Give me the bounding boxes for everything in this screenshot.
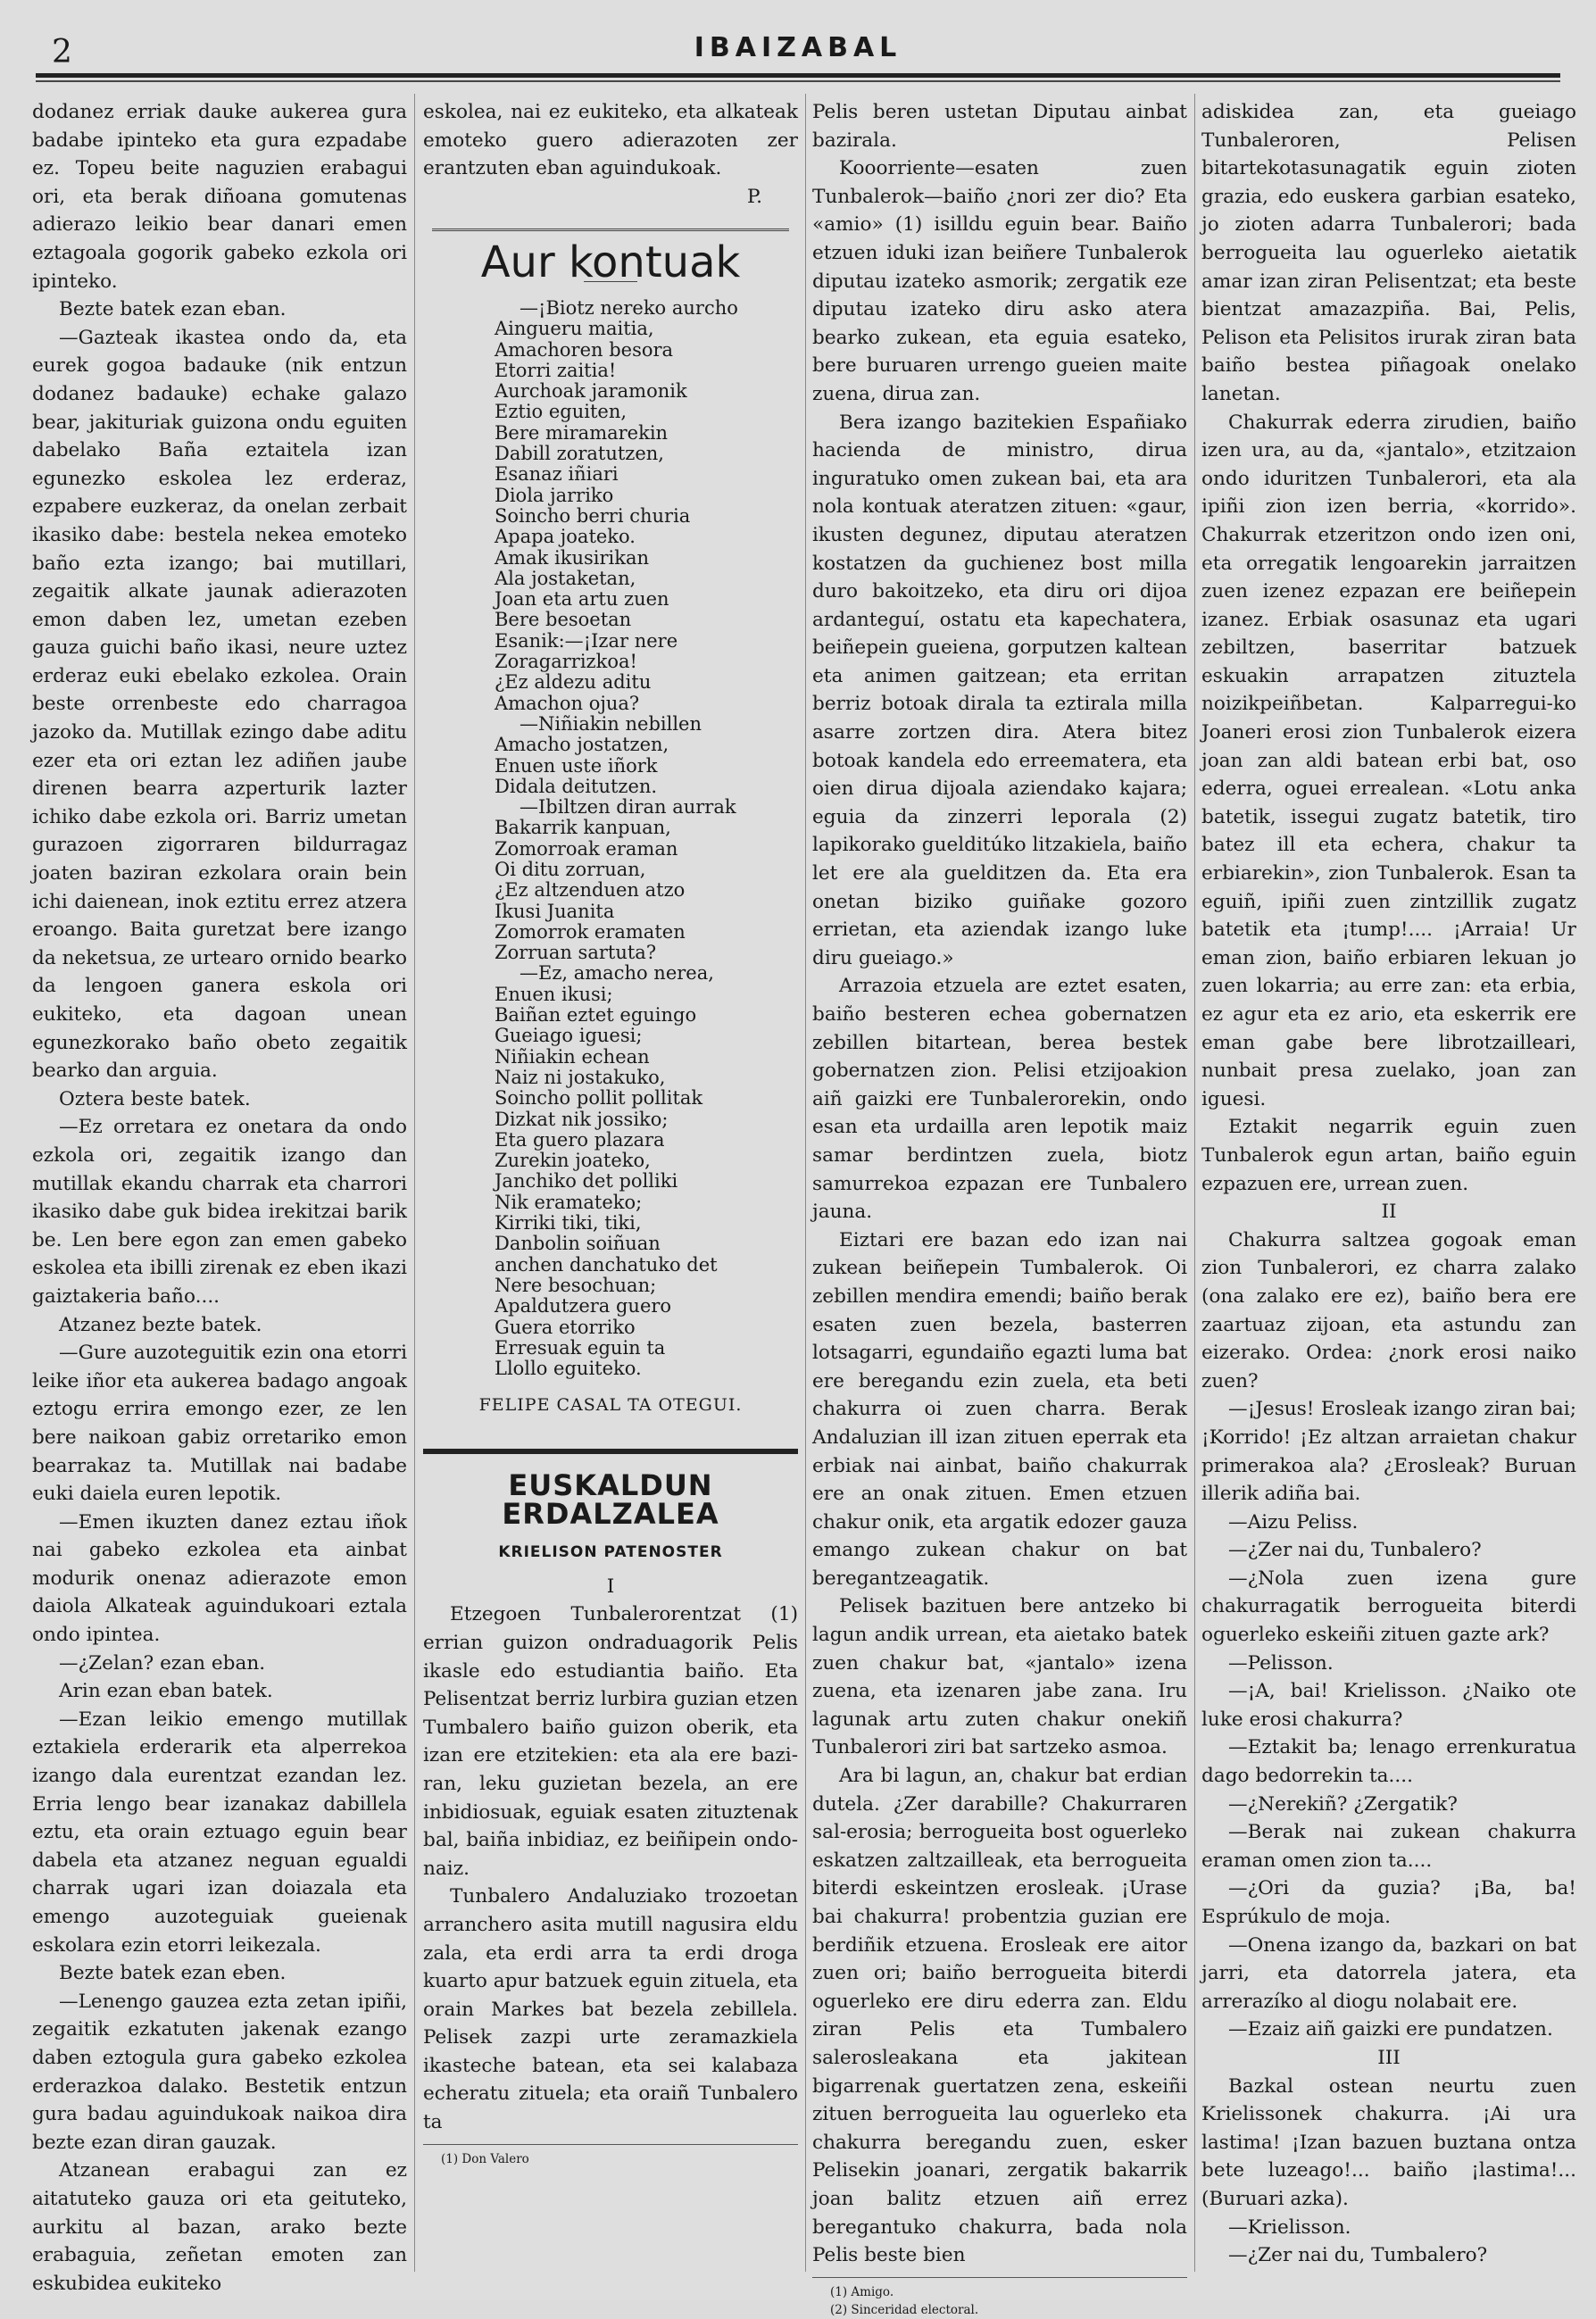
poem-line: —Niñiakin nebillen: [520, 712, 702, 735]
footnote: (2) Sinceridad electoral.: [830, 2302, 979, 2317]
chapter-number: III: [1377, 2046, 1401, 2069]
poem-line: Bere miramarekin: [495, 421, 669, 444]
paragraph: Pelis beren ustetan Diputau ainbat bazirala.: [812, 101, 1187, 152]
chapter-number: I: [606, 1575, 615, 1598]
paragraph: Bazkal ostean neurtu zuen Krielissonek chakurra. ¡Ai ura lastima! ¡Izan bazuen buztana ontza bete luzeago!... baiño ¡lastima!... (Buruari azka).: [1201, 2074, 1576, 2210]
poem-line: Guera etorriko: [495, 1316, 636, 1338]
poem-line: —Ibiltzen diran aurrak: [520, 796, 736, 819]
column-divider: [1194, 94, 1195, 2272]
paragraph: —Krielisson.: [1228, 2215, 1351, 2239]
poem-line: Zomorrok eramaten: [495, 920, 686, 943]
poem-line: Eta guero plazara: [495, 1128, 665, 1151]
paragraph: Kooorriente—esaten zuen Tunbalerok—baiño ¿nori zer dio? Eta «amio» (1) isilldu eguin bear. Baiño etzuen iduki izan beiñere Tunbalerok diputau izateko asmorik; zergatik eze diputau izateko diru asko atera bearko zukean, eta eguia esateko, bere buruaren urrengo gueien maite zuena, dirua zan.: [812, 157, 1187, 405]
paragraph: —¿Nola zuen izena gure chakurragatik berrogueita biterdi oguerleko eskeiñi zituen gazte ark?: [1201, 1567, 1576, 1647]
poem-line: Soincho berri churia: [495, 504, 691, 527]
poem-line: Amachoren besora: [495, 338, 674, 361]
poem-line: Bakarrik kanpuan,: [495, 817, 671, 839]
poem-line: Llollo eguiteko.: [495, 1358, 642, 1380]
poem-line: Gueiago iguesi;: [495, 1025, 643, 1047]
paragraph: Eztakit negarrik eguin zuen Tunbalerok egun artan, baiño eguin ezpazuen ere, urrean zuen.: [1201, 1116, 1576, 1195]
poem-line: Enuen uste iñork: [495, 754, 658, 777]
signature: P.: [746, 185, 762, 208]
paragraph: eskolea, nai ez eukiteko, eta alkateak emoteko guero adierazoten zer erantzuten eban aguindukoak.: [423, 101, 798, 180]
poem-line: Zorruan sartuta?: [495, 942, 657, 964]
article-title: KRIELISON PATENOSTER: [498, 1543, 723, 1562]
paragraph: —¡Jesus! Erosleak izango ziran bai; ¡Korrido! ¡Ez altzan arraietan chakur primerakoa ala? ¿Erosleak? Buruan illerik adiña bai.: [1201, 1398, 1576, 1506]
paragraph: —Gazteak ikastea ondo da, eta eurek gogoa badauke (nik entzun dodanez badauke) echake galazo bear, jakituriak guizona ondu eguiten dabelako Baña eztaitela izan egunezko eskolea lez erderaz, ezpabere euzkeraz, da onelan zerbait ikasiko dabe: bestela nekea emoteko baño ezta izango; bai mutillari, zegaitik alkate jaunak adierazoten emon daben lez, umetan ezeben gauza guichi baño ikasi, neure uztez erderaz euki ebelako ezkolea. Orain beste orrenbeste edo charragoa jazoko da. Mutillak ezingo dabe aditu ezer eta ori eztan lez adiñen jaube direnen bearra azperturik lazter ichiko dabe ezkola ori. Barriz umetan gurazoen zigorraren bildurragaz joaten baziran ezkolara orain bein ichi daienean, inok eztitu errez atzera eroango. Baita guretzat bere izango da neketsua, ze urtearo ornido bearko da lengoen ganera eskola ori eukiteko, eta dagoan unean egunezkorako baño obeto zegaitik bearko dan arguia.: [32, 326, 407, 1083]
column-2: [423, 98, 798, 2276]
column-1: [32, 98, 407, 2295]
page-number: 2: [52, 34, 72, 71]
section-title: EUSKALDUN ERDALZALEA: [502, 1468, 719, 1531]
paragraph: Arrazoia etzuela are eztet esaten, baiño besteren echea gobernatzen zebillen bitartean, berea bestek gobernatzen zion. Pelisi etzijoakion aiñ gaizki ere Tunbalerorekin, ondo esan eta urdailla aren lepotik maiz samar berdintzen zuela, biotz samurrekoa ezpazan ere Tunbalero jauna.: [812, 975, 1187, 1224]
section-rule: [423, 1449, 798, 1454]
poem-line: Etorri zaitia!: [495, 359, 617, 381]
paragraph: —Lenengo gauzea ezta zetan ipiñi, zegaitik ezkatuten jakenak ezango daben eztogula gura gabeko ezkolea erderazkoa dalako. Bestetik entzun gura badau aguindukoak naikoa dira bezte ezan diran gauzak.: [32, 1990, 407, 2154]
journal-title: IBAIZABAL: [694, 32, 902, 63]
poem-line: Nere besochuan;: [495, 1274, 657, 1296]
paragraph: —Ez orretara ez onetara da ondo ezkola ori, zegaitik izango dan mutillak ekandu charrak eta charrori ikasiko dabe guk bidea irekitzai barik be. Len bere egon zan emen gabeko eskolea eta ibilli zirenak ez eben ikazi gaiztakeria baño....: [32, 1116, 407, 1308]
paragraph: Atzanean erabagui zan ez aitatuteko gauza ori eta geituteko, aurkitu al bazan, arako bezte erabaguia, zeñetan emoten zan eskubidea eukiteko: [32, 2159, 407, 2295]
paragraph: —Emen ikuzten danez eztau iñok nai gabeko ezkolea eta ainbat modurik onenaz adierazote emon daiola Alkateak aguindukoari eztala ondo ipintea.: [32, 1510, 407, 1647]
paragraph: —Onena izango da, bazkari on bat jarri, eta datorrela jatera, eta arrerazíko al diogu nolabait ere.: [1201, 1933, 1576, 2013]
paragraph: —Pelisson.: [1228, 1651, 1334, 1675]
paragraph: Pelisek bazituen bere antzeko bi lagun andik urrean, eta aietako batek zuen chakur bat, «jantalo» izena zuena, eta izenaren jabe zana. Iru lagunak artu zuten chakur onekiñ Tunbalerori ziri bat sartzeko asmoa.: [812, 1595, 1187, 1759]
poem-line: Nik eramateko;: [495, 1191, 643, 1213]
poem-line: Aingueru maitia,: [495, 318, 654, 340]
section-title: Aur kontuak: [480, 237, 741, 288]
poem-line: Ala jostaketan,: [495, 567, 636, 589]
poem-line: Erresuak eguin ta: [495, 1336, 666, 1359]
paragraph: —¿Zer nai du, Tumbalero?: [1228, 2244, 1488, 2267]
poem-line: Oi ditu zorruan,: [495, 858, 646, 880]
paragraph: —¿Zelan? ezan eban.: [59, 1651, 266, 1675]
paragraph: —Eztakit ba; lenago errenkuratua dago bedorrekin ta....: [1201, 1736, 1576, 1788]
poem-line: Dabill zoratutzen,: [495, 443, 664, 465]
poem-line: Eztio eguiten,: [495, 401, 628, 423]
paragraph: Ara bi lagun, an, chakur bat erdian dutela. ¿Zer darabille? Chakurraren sal-erosia; berrogueita bost oguerleko eskatzen zaltzailleak, eta berrogueita biterdi eskeintzen erosleak. ¡Urase bai chakurra! probentzia guzian ere berdiñik etzuena. Erosleak ere aitor zuen ori; baiño berrogueita biterdi oguerleko ere diru ederra zan. Eldu ziran Pelis eta Tumbalero salerosleakana eta jakitean bigarrenak guertatzen zena, eskeiñi zituen berrogueita lau oguerleko eta chakurra beregandu zuen, esker Pelisekin joanari, zergatik bakarrik joan balitz etzuen aiñ errez beregantuko chakurra, bada nola Pelis beste bien: [812, 1765, 1187, 2267]
poem-line: Baiñan eztet eguingo: [495, 1004, 697, 1027]
paragraph: Atzanez bezte batek.: [59, 1313, 262, 1336]
poem-line: Kirriki tiki, tiki,: [495, 1212, 642, 1234]
poem: [423, 298, 798, 1379]
paragraph: —Gure auzoteguitik ezin ona etorri leike iñor eta aukerea badago angoak eztogu errira emongo ezer, ze len bere naikoan gabiz orretariko emon bearrakaz ta. Mutillak nai badabe euki daiela euren lepotik.: [32, 1342, 407, 1506]
poem-line: ¿Ez altzenduen atzo: [495, 879, 686, 902]
poem-line: Naiz ni jostakuko,: [495, 1066, 666, 1088]
poem-line: Janchiko det polliki: [495, 1170, 678, 1193]
paragraph: Chakurrak ederra zirudien, baiño izen ura, au da, «jantalo», etzitzaion ondo iduritzen Tunbalerori, eta ala ipiñi zion izen berria, «korrido». Chakurrak etzeritzon ondo izen oni, eta orregatik lengoarekin jarraitzen zuen izenez ezpazan ere beiñepein izanez. Erbiak osasunaz eta ugari zebiltzen, baserritar batzuek eskuakin arrapatzen zituztela noizikpeiñbetan. Kalparregui-ko Joaneri erosi zion Tunbalerok eizera joan zan aldi batean erbi bat, oso ederra, oguei errealean. «Lotu anka batetik, issegui zugatz batetik, tiro batez ill eta echera, chakur ta erbiarekin», zion Tunbalerok. Esan ta eguiñ, ipiñi zuen zintzillik zugatz batetik eta ¡tump!.... ¡Arraia! Ur eman zion, baiño erbiaren lekuan jo zuen lokarria; au erre zan: eta erbia, ez agur eta ez ario, eta eskerrik ere eman gabe bere librotzailleari, nunbait presa zuelako, joan zan iguesi.: [1201, 411, 1576, 1110]
poem-line: Amak ikusirikan: [495, 546, 649, 569]
paragraph: —Ezan leikio emengo mutillak eztakiela erderarik eta alperrekoa izango dala eurentzat ezandan lez. Erria lengo bear izanakaz dabillela eztu, eta orain eztuago eguin bear dabela eta atzanez neguan egualdi charrak ugari izan doiazala eta emengo auzoteguiak gueienak eskolara ezin etorri leikezala.: [32, 1708, 407, 1957]
paragraph: —¿Ori da guzia? ¡Ba, ba! Esprúkulo de moja.: [1201, 1877, 1576, 1928]
paragraph: Chakurra saltzea gogoak eman zion Tunbalerori, ez charra zalako (ona zalako ere ez), baiño bera ere zaartuaz zijoan, eta astundu zan eizerako. Ordea: ¿nork erosi naiko zuen?: [1201, 1228, 1576, 1392]
footnotes: [812, 2277, 1187, 2319]
poem-line: Soincho pollit pollitak: [495, 1087, 703, 1110]
poem-line: Didala deitutzen.: [495, 775, 658, 797]
poem-line: Ikusi Juanita: [495, 900, 615, 922]
poem-line: Niñiakin echean: [495, 1045, 650, 1068]
paragraph: dodanez erriak dauke aukerea gura badabe ipinteko eta gura ezpadabe ez. Topeu beite naguzien erabagui ori, eta berak diñoana gomutenas adierazo leikio bear danari emen eztagoala gogorik gabeko ezkola ori ipinteko.: [32, 101, 407, 293]
paragraph: Oztera beste batek.: [59, 1087, 251, 1110]
paragraph: Eiztari ere bazan edo izan nai zukean beiñepein Tumbalerok. Oi zebillen mendira emendi; baiño berak esaten zuen bezela, basterren lotsagarri, egundaiño egazti luma bat ere beregandu ezin zuela, eta beti chakurra oi zuen charra. Berak Andaluzian ill izan zituen eperrak eta erbiak nai ainbat, baiño chakurrak ere an onak zituen. Emen etzuen chakur onik, eta argatik edozer gauza emango zukean chakur on bat beregantzeagatik.: [812, 1228, 1187, 1590]
column-4: [1201, 98, 1576, 2276]
poem-line: Bere besoetan: [495, 609, 632, 631]
poem-author: FELIPE CASAL TA OTEGUI.: [478, 1395, 743, 1416]
paragraph: —¿Zer nai du, Tunbalero?: [1228, 1539, 1482, 1562]
paragraph: Bezte batek ezan eben.: [59, 1962, 287, 1985]
poem-line: ¿Ez aldezu aditu: [495, 671, 652, 694]
paragraph: —Ezaiz aiñ gaizki ere pundatzen.: [1228, 2018, 1553, 2041]
poem-line: anchen danchatuko det: [495, 1253, 718, 1276]
header-rule-thin: [36, 80, 1560, 82]
column-3: [812, 98, 1187, 2317]
poem-line: Zomorroak eraman: [495, 837, 678, 860]
paragraph: —¿Nerekiñ? ¿Zergatik?: [1228, 1792, 1458, 1816]
column-divider: [805, 94, 806, 2272]
paragraph: —¡A, bai! Krielisson. ¿Naiko ote luke erosi chakurra?: [1201, 1680, 1576, 1731]
paragraph: Tunbalero Andaluziako trozoetan arranchero asita mutill nagusira eldu zala, eta erdi arra ta erdi droga kuarto apur batzuek eguin zituela, eta orain Markes bat bezela zebillela. Pelisek zazpi urte zeramazkiela ikasteche batean, eta sei kalabaza echeratu zituela; eta oraiñ Tunbalero ta: [423, 1885, 798, 2134]
poem-line: Apapa joateko.: [495, 526, 636, 548]
paragraph: Bezte batek ezan eban.: [59, 298, 287, 321]
poem-line: —Ez, amacho nerea,: [520, 962, 714, 985]
paragraph: —Aizu Peliss.: [1228, 1510, 1359, 1534]
poem-line: Zurekin joateko,: [495, 1150, 651, 1172]
poem-line: Esanik:—¡Izar nere: [495, 629, 678, 652]
paragraph: —Berak nai zukean chakurra eraman omen zion ta....: [1201, 1821, 1576, 1872]
header-rule: [36, 73, 1560, 78]
poem-line: Enuen ikusi;: [495, 983, 613, 1005]
paragraph: Arin ezan eban batek.: [59, 1680, 273, 1703]
poem-line: Apaldutzera guero: [495, 1295, 672, 1317]
poem-line: Dizkat nik jossiko;: [495, 1108, 669, 1130]
paragraph: Bera izango bazitekien Españiako hacienda de ministro, dirua inguratuko omen zukean bai, eta ara nola kontuak ateratzen zituen: «gaur, ikusten degunez, diputau ateratzen kostatzen da guchienez bost milla duro bakoitzeko, eta diru ori dijoa ardanteguí, ostatu eta kapechatera, beiñepein gueiena, gorputzen kaltean eta animen gaitzean; eta erritan berriz botoak dirala ta eztirala milla asarre zortzen dira. Atera bitez botoak kandela edo erreematera, eta oien dirua dijoala aziendako kajara; eguia da zinzerri leporala (2) lapikorako guelditúko litzakiela, baiño let ere ala guelditzen da. Eta era onetan biziko guiñake gozoro errietan, eta aziendak izango luke diru gueiago.»: [812, 411, 1187, 969]
poem-line: Aurchoak jaramonik: [495, 380, 687, 403]
paragraph: adiskidea zan, eta gueiago Tunbaleroren, Pelisen bitartekotasunagatik eguin zioten grazia, edo euskera garbian esateko, jo zioten adarra Tunbalerori; bada berrogueita lau oguerleko aietatik amar izan ziran Pelisentzat; eta beste bientzat amazazpiña. Bai, Pelis, Pelison eta Pelisitos irurak ziran bata baiño bestea piñagoak onelako lanetan.: [1201, 101, 1576, 405]
poem-line: —¡Biotz nereko aurcho: [520, 296, 738, 319]
column-divider: [414, 94, 415, 2272]
poem-line: Danbolin soiñuan: [495, 1233, 661, 1255]
poem-line: Diola jarriko: [495, 484, 614, 506]
poem-line: Joan eta artu zuen: [495, 588, 669, 611]
poem-line: Zoragarrizkoa!: [495, 651, 637, 673]
ornament-divider: [432, 229, 789, 231]
footnotes: [423, 2144, 798, 2168]
footnote: (1) Don Valero: [441, 2151, 529, 2166]
chapter-number: II: [1381, 1201, 1397, 1224]
footnote: (1) Amigo.: [830, 2284, 894, 2299]
poem-line: Amacho jostatzen,: [495, 734, 669, 756]
paragraph: Etzegoen Tunbalerorentzat (1) errian guizon ondraduagorik Pelis ikasle edo estudiantia baiño. Eta Pelisentzat berriz lurbira guzian etzen Tumbalero baiño guizon oberik, eta izan ere etzitekien: eta ala ere bazi-ran, leku guzietan bezela, an ere inbidiosuak, eguiak esaten zituztenak bal, baiña inbidiaz, ez beiñipein ondo-naiz.: [423, 1603, 798, 1880]
poem-line: Amachon ojua?: [495, 692, 640, 714]
poem-line: Esanaz iñiari: [495, 463, 619, 486]
